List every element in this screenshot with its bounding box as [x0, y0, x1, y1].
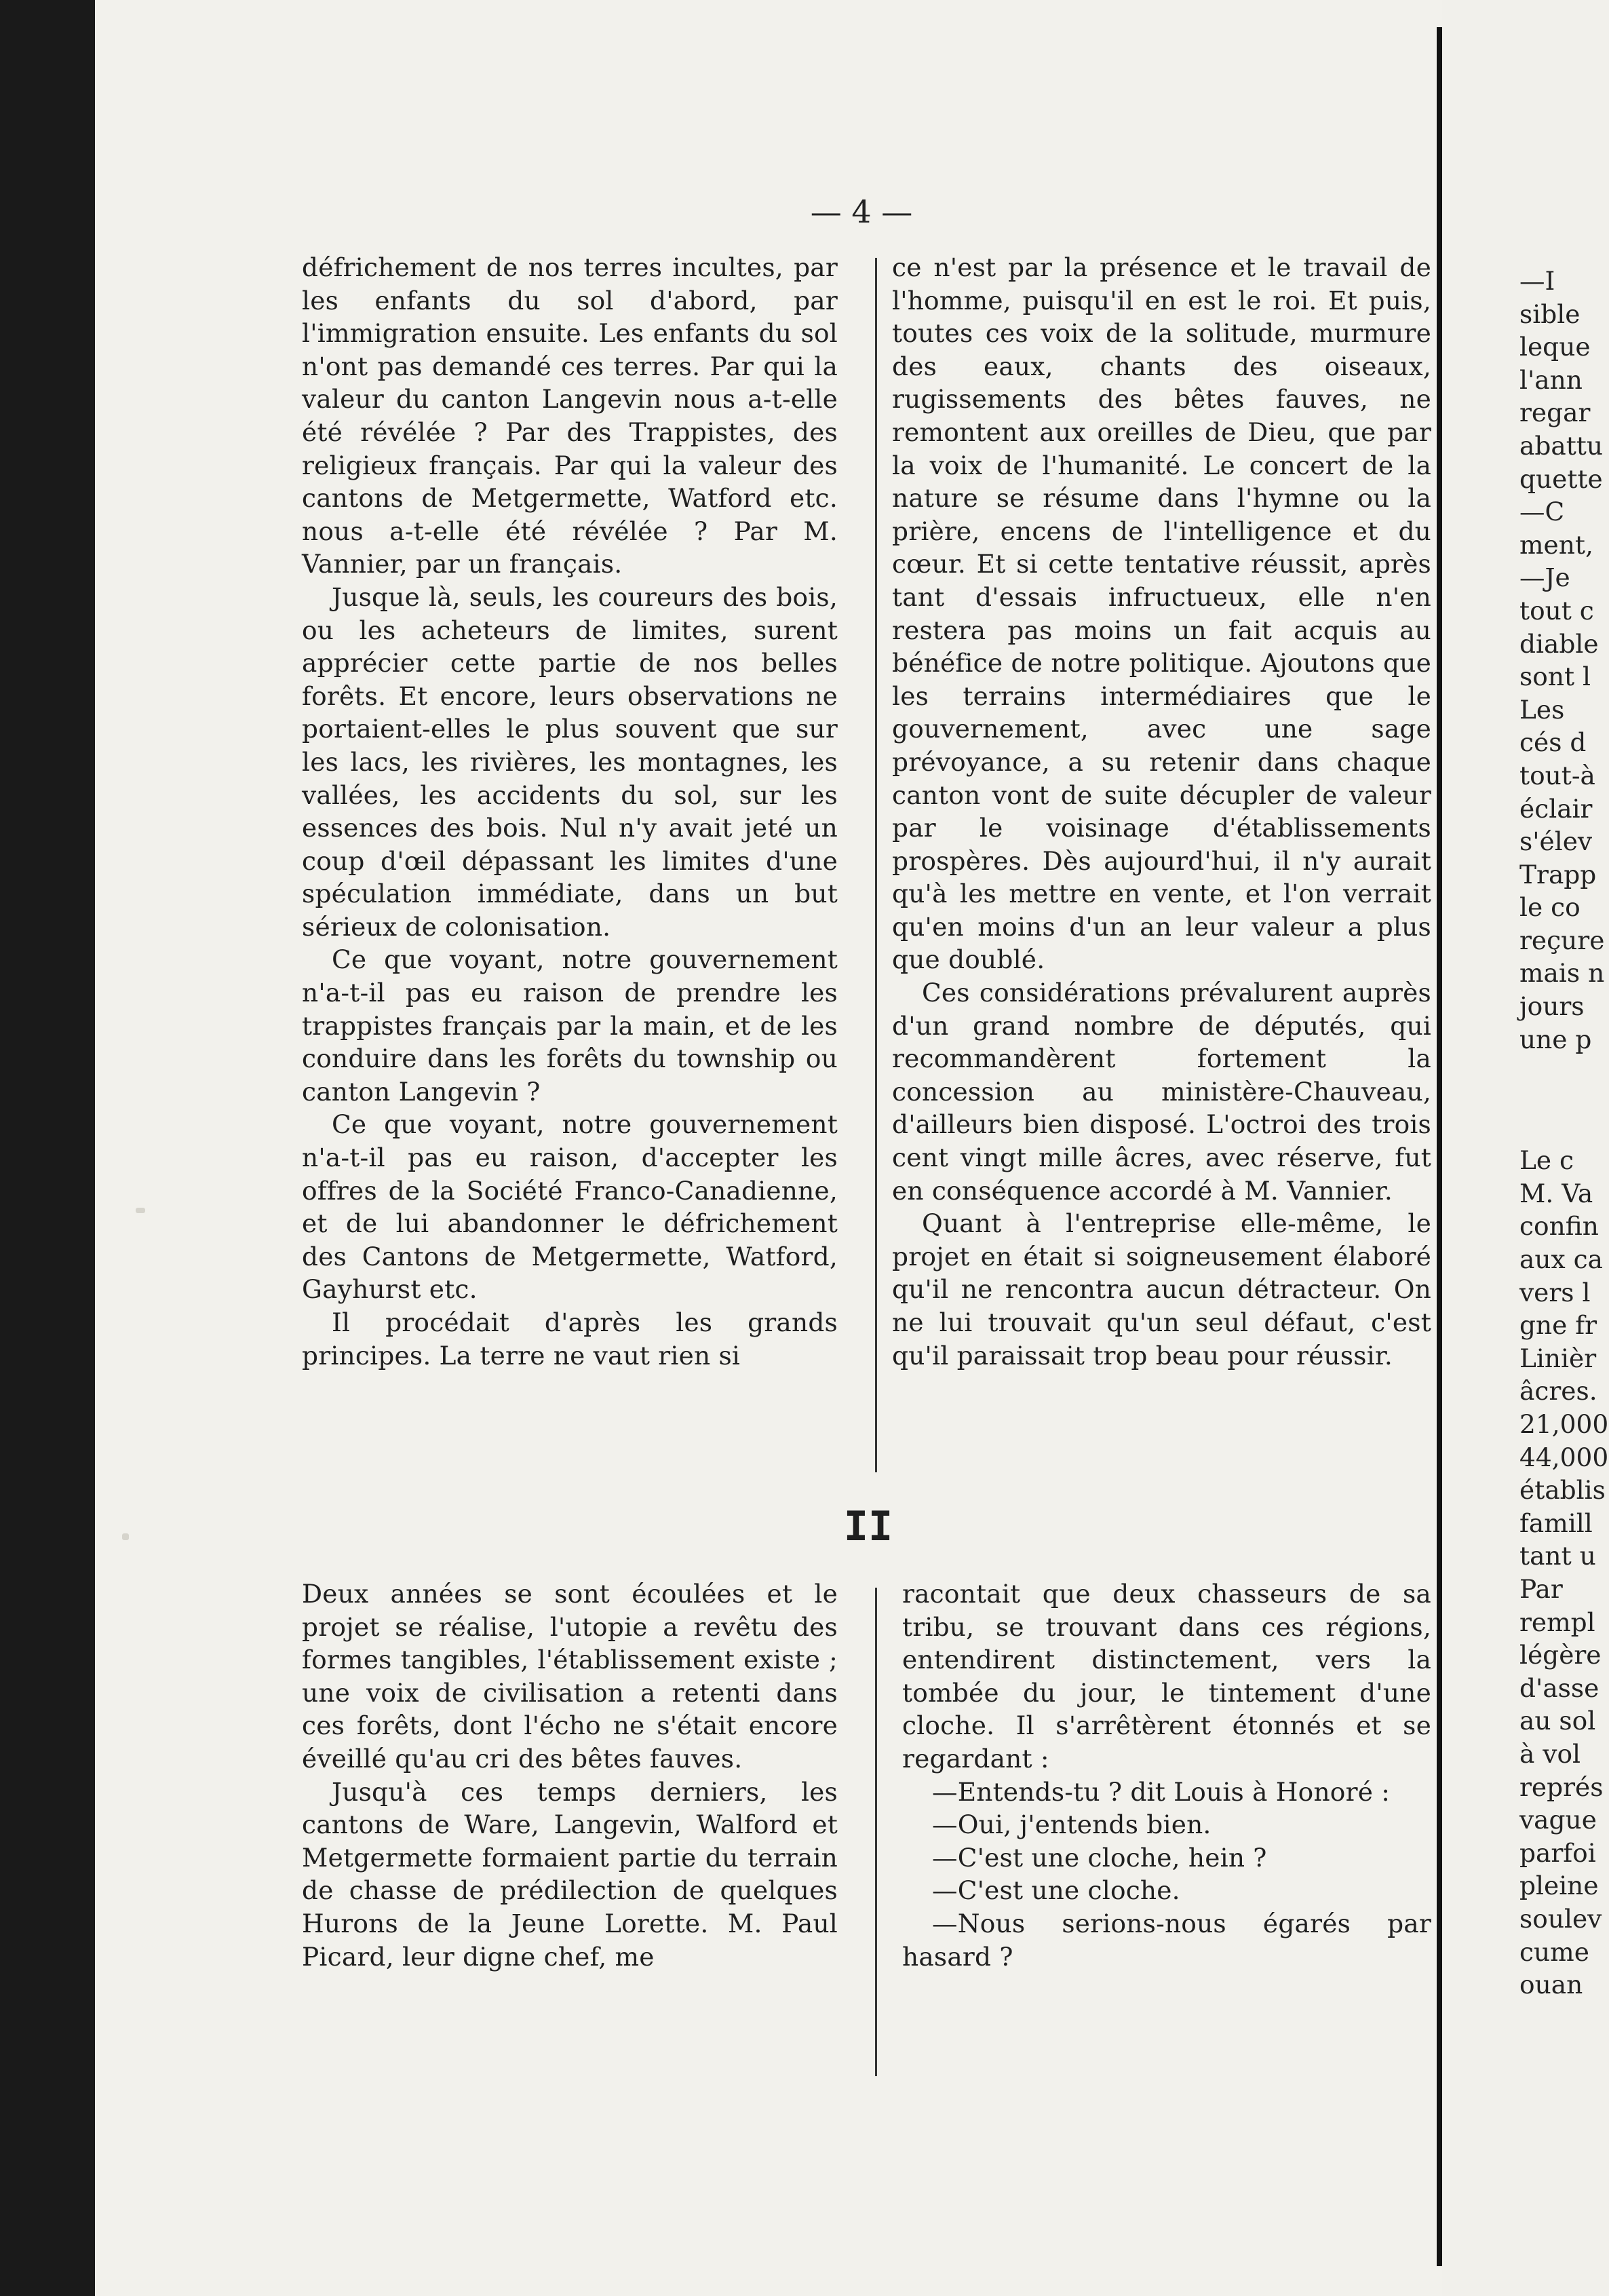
paragraph: —C'est une cloche. [932, 1875, 1180, 1906]
facing-page-line: soulev [1519, 1903, 1602, 1934]
facing-page-line: établis [1519, 1475, 1606, 1506]
facing-page-line: éclair [1519, 793, 1593, 824]
facing-page-line: famill [1519, 1508, 1593, 1538]
facing-page-line: 44,000 [1519, 1442, 1609, 1472]
facing-page-line: rempl [1519, 1607, 1595, 1637]
facing-page-line: âcres. [1519, 1376, 1597, 1407]
facing-page-line: jours [1519, 991, 1585, 1022]
facing-page-line: sont l [1519, 662, 1591, 692]
facing-page-line: —Je [1519, 562, 1570, 593]
facing-page-line: Les [1519, 694, 1565, 725]
facing-page-line: —C [1519, 497, 1565, 527]
facing-page-line: regar [1519, 398, 1591, 428]
paragraph: Jusqu'à ces temps derniers, les cantons de Ware, Langevin, Walford et Metgermette formaient partie du terrain de chasse de prédilection de quelques Hurons de la Jeune Lorette. M. Paul Picard, leur digne chef, me [302, 1776, 838, 1972]
paragraph: —Nous serions-nous égarés par hasard ? [902, 1908, 1431, 1972]
column-rule [875, 258, 877, 1472]
page-number: — 4 — [810, 193, 913, 230]
facing-page-line: une p [1519, 1024, 1592, 1054]
facing-page-line: à vol [1519, 1738, 1581, 1769]
facing-page-line: 21,000 [1519, 1409, 1609, 1439]
text-column-2 [892, 251, 1431, 1372]
facing-page-line: ment, [1519, 529, 1593, 560]
facing-page-line: abattu [1519, 430, 1604, 461]
paragraph: Deux années se sont écoulées et le projet se réalise, l'utopie a revêtu des formes tangibles, l'établissement existe ; une voix de civilisation a retenti dans ces forêts, dont l'écho ne s'était encore éveillé qu'au cri des bêtes fauves. [302, 1579, 838, 1774]
paragraph: Ce que voyant, notre gouvernement n'a-t-il pas eu raison, d'accepter les offres de la Société Franco-Canadienne, et de lui abandonner le défrichement des Cantons de Metgermette, Watford, Gayhurst etc. [302, 1109, 838, 1305]
facing-page-line: quette [1519, 463, 1603, 494]
paragraph: ce n'est par la présence et le travail de l'homme, puisqu'il en est le roi. Et puis, toutes ces voix de la solitude, murmure des eaux, chants des oiseaux, rugissements des bêtes fauves, ne remontent aux oreilles de Dieu, que par la voix de l'humanité. Le concert de la nature se résume dans l'hymne ou la prière, encens de l'intelligence et du cœur. Et si cette tentative réussit, après tant d'essais infructueux, elle n'en restera pas moins un fait acquis au bénéfice de notre politique. Ajoutons que les terrains intermédiaires que le gouvernement, avec une sage prévoyance, a su retenir dans chaque canton vont de suite décupler de valeur par le voisinage d'établissements prospères. Dès aujourd'hui, il n'y aurait qu'à les mettre en vente, et l'on verrait qu'en moins d'un an leur valeur a plus que doublé. [892, 252, 1431, 975]
facing-page-line: représ [1519, 1772, 1604, 1802]
facing-page-line: reçure [1519, 925, 1605, 955]
facing-page-line: vers l [1519, 1277, 1591, 1307]
facing-page-line: aux ca [1519, 1244, 1603, 1275]
text-column-4 [902, 1577, 1431, 1973]
facing-page-line: gne fr [1519, 1310, 1597, 1341]
facing-page-line: Trapp [1519, 859, 1597, 889]
page-gutter [1437, 27, 1442, 2266]
facing-page-line: cés d [1519, 727, 1587, 758]
facing-page-line: leque [1519, 332, 1591, 362]
facing-page-line: ouan [1519, 1970, 1583, 2000]
facing-page-line: tant u [1519, 1541, 1596, 1571]
paragraph: Ces considérations prévalurent auprès d'un grand nombre de députés, qui recommandèrent fortement la concession au ministère-Chauveau, d'ailleurs bien disposé. L'octroi des trois cent vingt mille âcres, avec réserve, fut en conséquence accordé à M. Vannier. [892, 978, 1431, 1206]
text-column-1 [302, 251, 838, 1372]
facing-page-gap [1519, 1056, 1609, 1144]
facing-page-line: d'asse [1519, 1672, 1600, 1703]
facing-page-line: cume [1519, 1936, 1589, 1967]
facing-page-line: Linièr [1519, 1343, 1597, 1373]
column-rule [875, 1588, 877, 2076]
paragraph: —C'est une cloche, hein ? [932, 1842, 1267, 1873]
paragraph: Ce que voyant, notre gouvernement n'a-t-il pas eu raison de prendre les trappistes français par la main, et de les conduire dans les forêts du township ou canton Langevin ? [302, 944, 838, 1107]
facing-page-line: s'élev [1519, 826, 1593, 857]
paragraph: racontait que deux chasseurs de sa tribu, se trouvant dans ces régions, entendirent distinctement, vers la tombée du jour, le tintement d'une cloche. Il s'arrêtèrent étonnés et se regardant : [902, 1579, 1431, 1774]
facing-page-line: diable [1519, 628, 1599, 659]
facing-page-line: le co [1519, 892, 1581, 923]
facing-page-line: mais n [1519, 958, 1605, 989]
facing-page-line: au sol [1519, 1706, 1596, 1736]
paragraph: Il procédait d'après les grands principes. La terre ne vaut rien si [302, 1307, 838, 1371]
facing-page-line: Par [1519, 1573, 1563, 1604]
facing-page-line: l'ann [1519, 364, 1583, 395]
facing-page-line: M. Va [1519, 1178, 1593, 1208]
facing-page-text [1519, 265, 1609, 2002]
facing-page-line: pleine [1519, 1871, 1599, 1901]
paragraph: —Oui, j'entends bien. [932, 1810, 1211, 1840]
facing-page-line: Le c [1519, 1145, 1574, 1176]
text-column-3 [302, 1577, 838, 1973]
scan-speck [122, 1533, 129, 1540]
facing-page-line: confin [1519, 1211, 1599, 1242]
facing-page-line: sible [1519, 299, 1581, 329]
paragraph: défrichement de nos terres incultes, par les enfants du sol d'abord, par l'immigration ensuite. Les enfants du sol n'ont pas demandé ces terres. Par qui la valeur du canton Langevin nous a-t-elle été révélée ? Par des Trappistes, des religieux français. Par qui la valeur des cantons de Metgermette, Watford etc. nous a-t-elle été révélée ? Par M. Vannier, par un français. [302, 252, 838, 579]
facing-page-line: vague [1519, 1805, 1597, 1835]
paragraph: —Entends-tu ? dit Louis à Honoré : [932, 1776, 1391, 1807]
facing-page-line: tout c [1519, 595, 1594, 626]
facing-page-line: légère [1519, 1640, 1602, 1670]
facing-page-line: —I [1519, 266, 1555, 296]
scan-speck [136, 1208, 145, 1213]
facing-page-line: parfoi [1519, 1837, 1596, 1868]
facing-page-line: tout-à [1519, 760, 1595, 790]
paragraph: Jusque là, seuls, les coureurs des bois, ou les acheteurs de limites, surent apprécier cette partie de nos belles forêts. Et encore, leurs observations ne portaient-elles le plus souvent que sur les lacs, les rivières, les montagnes, les vallées, les accidents du sol, sur les essences des bois. Nul n'y avait jeté un coup d'œil dépassant les limites d'une spéculation immédiate, dans un but sérieux de colonisation. [302, 581, 838, 942]
paragraph: Quant à l'entreprise elle-même, le projet en était si soigneusement élaboré qu'il ne rencontra aucun détracteur. On ne lui trouvait qu'un seul défaut, c'est qu'il paraissait trop beau pour réussir. [892, 1208, 1431, 1371]
section-heading: II [843, 1503, 893, 1550]
